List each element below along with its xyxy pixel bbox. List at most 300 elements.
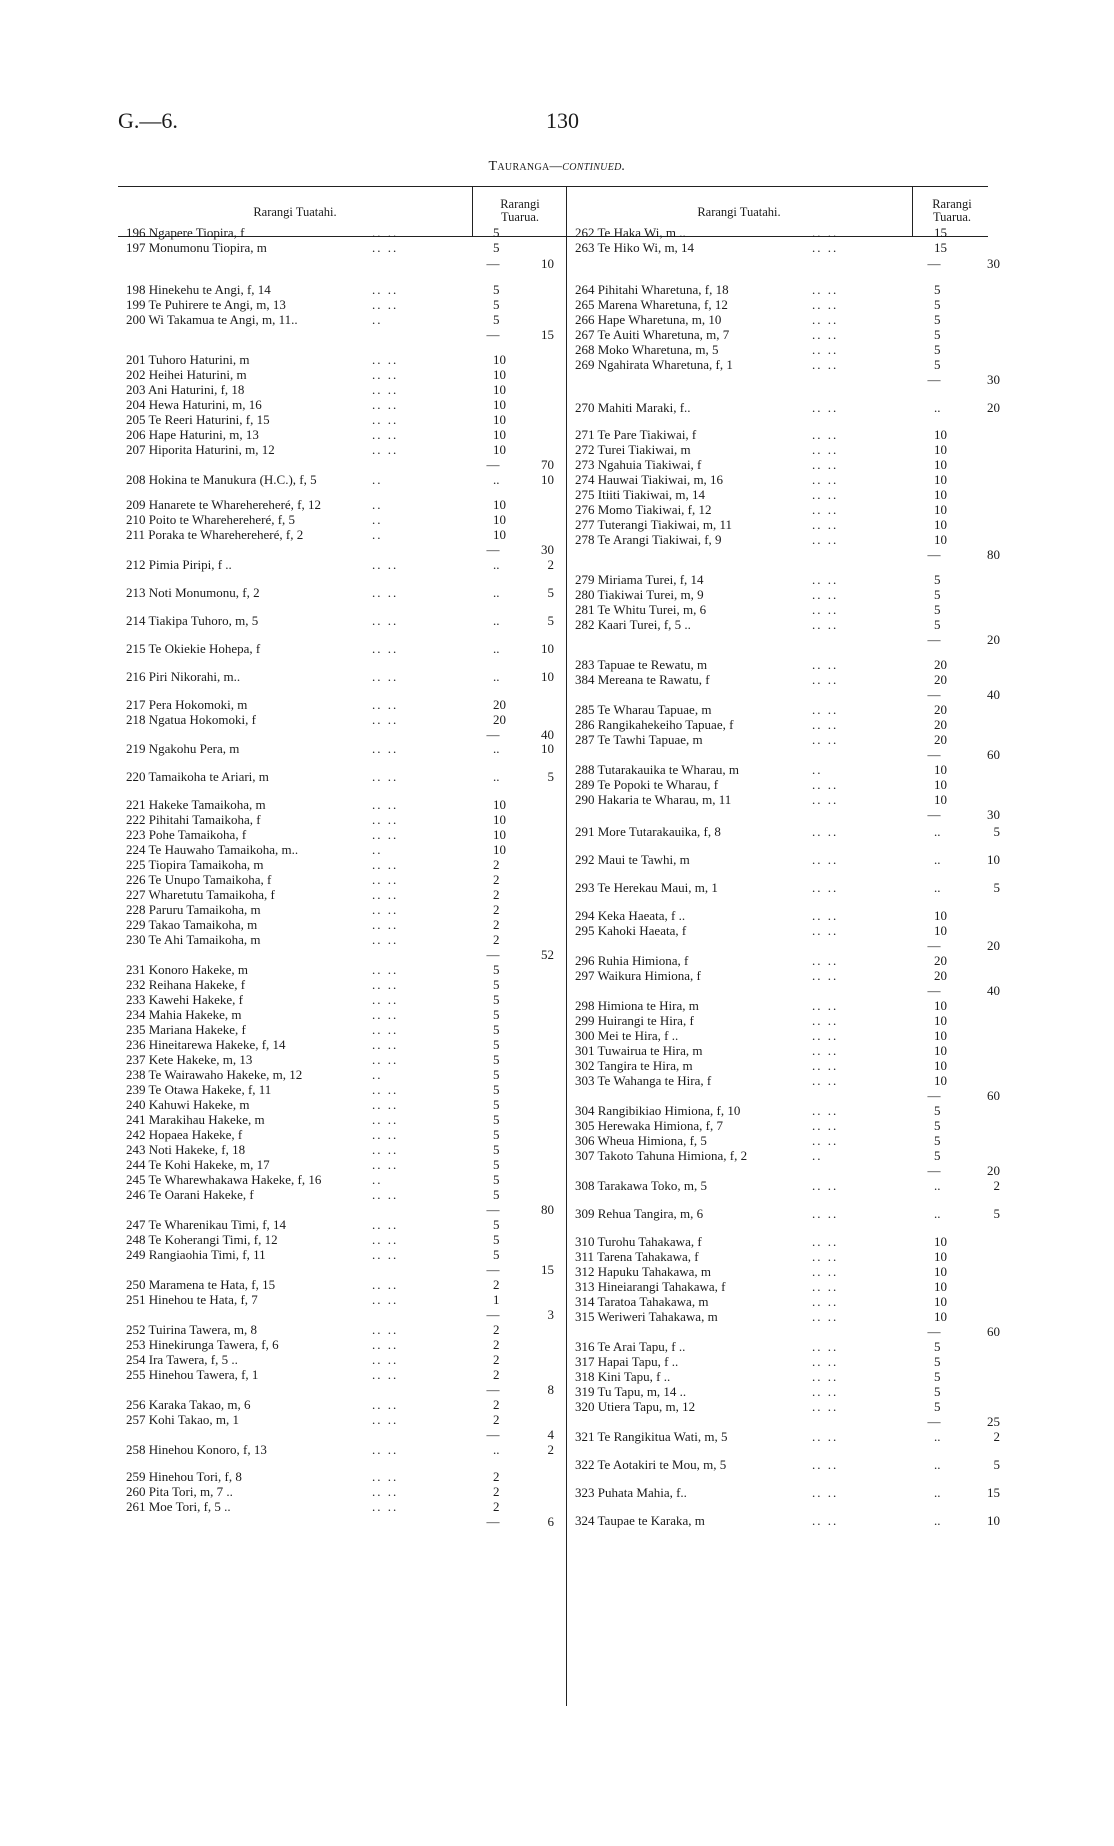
leader-dots: .. .. xyxy=(372,352,399,367)
leader-dots: .. .. xyxy=(372,1142,399,1157)
subtotal-dash: — xyxy=(927,1088,941,1103)
table-row xyxy=(0,697,1114,712)
table-row xyxy=(0,1264,1114,1279)
person-entry: 301 Tuwairua te Hira, m xyxy=(575,1043,703,1058)
person-entry: 215 Te Okiekie Hohepa, f xyxy=(126,641,261,656)
person-entry: 254 Ira Tawera, f, 5 .. xyxy=(126,1352,238,1367)
subtotal-row xyxy=(0,1382,1114,1397)
subtotal-row xyxy=(0,1202,1114,1217)
table-row xyxy=(0,968,1114,983)
person-entry: 298 Himiona te Hira, m xyxy=(575,998,699,1013)
leader-dots: .. .. xyxy=(812,617,839,632)
leader-dots: .. .. xyxy=(372,992,399,1007)
share-value: 10 xyxy=(934,1073,947,1088)
person-entry: 289 Te Popoki te Wharau, f xyxy=(575,777,719,792)
share-value: 10 xyxy=(934,427,947,442)
person-entry: 239 Te Otawa Hakeke, f, 11 xyxy=(126,1082,272,1097)
share-value: 5 xyxy=(493,225,500,240)
share-value: 10 xyxy=(934,1013,947,1028)
table-row xyxy=(0,769,1114,784)
table-row xyxy=(0,1457,1114,1472)
share-total: 52 xyxy=(541,947,554,962)
leader-dots: .. .. xyxy=(812,312,839,327)
share-value: 20 xyxy=(934,717,947,732)
table-row xyxy=(0,1339,1114,1354)
leader-dots: .. .. xyxy=(812,282,839,297)
person-entry: 280 Tiakiwai Turei, m, 9 xyxy=(575,587,704,602)
share-value: 5 xyxy=(934,1133,941,1148)
person-entry: 321 Te Rangikitua Wati, m, 5 xyxy=(575,1429,728,1444)
share-value: 5 xyxy=(493,282,500,297)
leader-dots: .. .. xyxy=(372,827,399,842)
person-entry: 283 Tapuae te Rewatu, m xyxy=(575,657,708,672)
share-value: 5 xyxy=(934,1384,941,1399)
share-value: 10 xyxy=(934,1309,947,1324)
share-value: 10 xyxy=(493,382,506,397)
subtotal-row xyxy=(0,983,1114,998)
share-total: 60 xyxy=(987,1088,1000,1103)
share-total: 2 xyxy=(993,1429,1000,1444)
table-row xyxy=(0,427,1114,442)
table-row xyxy=(0,1397,1114,1412)
subtotal-row xyxy=(0,947,1114,962)
person-entry: 265 Marena Wharetuna, f, 12 xyxy=(575,297,728,312)
leader-dots: .. .. xyxy=(812,427,839,442)
leader-dots: .. .. xyxy=(372,902,399,917)
table-row xyxy=(0,732,1114,747)
person-entry: 319 Tu Tapu, m, 14 .. xyxy=(575,1384,687,1399)
table-row xyxy=(0,587,1114,602)
share-total: 30 xyxy=(987,372,1000,387)
table-row xyxy=(0,367,1114,382)
person-entry: 384 Mereana te Rawatu, f xyxy=(575,672,710,687)
person-entry: 291 More Tutarakauika, f, 8 xyxy=(575,824,721,839)
person-entry: 253 Hinekirunga Tawera, f, 6 xyxy=(126,1337,279,1352)
leader-dots: .. .. xyxy=(812,953,839,968)
table-row xyxy=(0,1399,1114,1414)
share-total: 8 xyxy=(547,1382,554,1397)
share-value: 5 xyxy=(493,1157,500,1172)
person-entry: 211 Poraka te Wharehereheré, f, 2 xyxy=(126,527,304,542)
table-row xyxy=(0,225,1114,240)
share-value: 5 xyxy=(493,240,500,255)
leader-dots: .. .. xyxy=(812,357,839,372)
share-value: .. xyxy=(934,400,941,415)
table-row xyxy=(0,1052,1114,1067)
person-entry: 236 Hineitarewa Hakeke, f, 14 xyxy=(126,1037,286,1052)
share-value: 10 xyxy=(934,777,947,792)
share-total: 3 xyxy=(547,1307,554,1322)
table-row xyxy=(0,1499,1114,1514)
table-row xyxy=(0,917,1114,932)
person-entry: 251 Hinehou te Hata, f, 7 xyxy=(126,1292,258,1307)
share-total: 10 xyxy=(541,641,554,656)
table-row xyxy=(0,1442,1114,1457)
person-entry: 292 Maui te Tawhi, m xyxy=(575,852,690,867)
share-value: 20 xyxy=(934,657,947,672)
subtotal-row xyxy=(0,1088,1114,1103)
leader-dots: .. .. xyxy=(812,240,839,255)
person-entry: 297 Waikura Himiona, f xyxy=(575,968,701,983)
subtotal-row xyxy=(0,727,1114,742)
share-value: 15 xyxy=(934,225,947,240)
leader-dots: .. .. xyxy=(812,472,839,487)
share-total: 5 xyxy=(547,585,554,600)
table-row xyxy=(0,502,1114,517)
leader-dots: .. .. xyxy=(812,400,839,415)
person-entry: 242 Hopaea Hakeke, f xyxy=(126,1127,243,1142)
share-value: .. xyxy=(934,1429,941,1444)
leader-dots: .. .. xyxy=(812,502,839,517)
leader-dots: .. .. xyxy=(812,1457,839,1472)
share-value: 10 xyxy=(934,1058,947,1073)
table-row xyxy=(0,953,1114,968)
person-entry: 218 Ngatua Hokomoki, f xyxy=(126,712,256,727)
share-value: 2 xyxy=(493,932,500,947)
share-value: 5 xyxy=(493,1052,500,1067)
share-value: 5 xyxy=(934,1103,941,1118)
leader-dots: .. .. xyxy=(812,532,839,547)
subtotal-dash: — xyxy=(486,947,500,962)
leader-dots: .. .. xyxy=(812,1369,839,1384)
right2-header-line2: Tuarua. xyxy=(932,210,972,224)
share-total: 15 xyxy=(541,1262,554,1277)
person-entry: 286 Rangikahekeiho Tapuae, f xyxy=(575,717,734,732)
leader-dots: .. .. xyxy=(812,1309,839,1324)
share-value: 10 xyxy=(934,923,947,938)
table-row xyxy=(0,1337,1114,1352)
leader-dots: .. .. xyxy=(812,1294,839,1309)
leader-dots: .. .. xyxy=(372,1397,399,1412)
subtotal-row xyxy=(0,807,1114,822)
subtotal-dash: — xyxy=(927,983,941,998)
leader-dots: .. .. xyxy=(372,641,399,656)
leader-dots: .. .. xyxy=(372,1292,399,1307)
share-value: 20 xyxy=(934,702,947,717)
share-total: 10 xyxy=(987,852,1000,867)
share-total: 10 xyxy=(987,1513,1000,1528)
table-row xyxy=(0,824,1114,839)
share-total: 60 xyxy=(987,1324,1000,1339)
table-row xyxy=(0,382,1114,397)
table-row xyxy=(0,1112,1114,1127)
subtotal-dash: — xyxy=(486,1262,500,1277)
person-entry: 275 Itiiti Tiakiwai, m, 14 xyxy=(575,487,706,502)
table-row xyxy=(0,1082,1114,1097)
person-entry: 307 Takoto Tahuna Himiona, f, 2 xyxy=(575,1148,748,1163)
table-row xyxy=(0,1247,1114,1262)
share-value: 5 xyxy=(934,1354,941,1369)
table-row xyxy=(0,1067,1114,1082)
leader-dots: .. .. xyxy=(372,1232,399,1247)
table-row xyxy=(0,527,1114,542)
table-row xyxy=(0,1028,1114,1043)
table-row xyxy=(0,908,1114,923)
subtotal-dash: — xyxy=(486,1307,500,1322)
table-row xyxy=(0,512,1114,527)
person-entry: 230 Te Ahi Tamaikoha, m xyxy=(126,932,261,947)
subtotal-dash: — xyxy=(486,727,500,742)
table-row xyxy=(0,352,1114,367)
table-row xyxy=(0,613,1114,628)
leader-dots: .. .. xyxy=(372,240,399,255)
leader-dots: .. .. xyxy=(372,669,399,684)
share-value: 10 xyxy=(934,1028,947,1043)
person-entry: 229 Takao Tamaikoha, m xyxy=(126,917,258,932)
share-value: .. xyxy=(493,585,500,600)
person-entry: 246 Te Oarani Hakeke, f xyxy=(126,1187,254,1202)
leader-dots: .. .. xyxy=(372,382,399,397)
person-entry: 285 Te Wharau Tapuae, m xyxy=(575,702,712,717)
table-row xyxy=(0,1007,1114,1022)
table-row xyxy=(0,457,1114,472)
share-value: 10 xyxy=(934,1249,947,1264)
person-entry: 279 Miriama Turei, f, 14 xyxy=(575,572,704,587)
leader-dots: .. .. xyxy=(372,1007,399,1022)
table-row xyxy=(0,412,1114,427)
person-entry: 318 Kini Tapu, f .. xyxy=(575,1369,671,1384)
leader-dots: .. .. xyxy=(812,1234,839,1249)
share-total: 6 xyxy=(547,1514,554,1529)
leader-dots: .. .. xyxy=(372,557,399,572)
person-entry: 303 Te Wahanga te Hira, f xyxy=(575,1073,712,1088)
subtotal-row xyxy=(0,747,1114,762)
leader-dots: .. .. xyxy=(812,1206,839,1221)
share-value: 2 xyxy=(493,917,500,932)
share-value: 5 xyxy=(934,1118,941,1133)
document-code: G.—6. xyxy=(118,108,178,133)
person-entry: 277 Tuterangi Tiakiwai, m, 11 xyxy=(575,517,732,532)
leader-dots: .. .. xyxy=(372,917,399,932)
leader-dots: .. .. xyxy=(372,412,399,427)
leader-dots: .. .. xyxy=(812,923,839,938)
leader-dots: .. .. xyxy=(812,792,839,807)
leader-dots: .. .. xyxy=(812,1513,839,1528)
table-row xyxy=(0,672,1114,687)
table-row xyxy=(0,517,1114,532)
leader-dots: .. xyxy=(372,527,383,542)
share-value: 5 xyxy=(493,992,500,1007)
table-row xyxy=(0,880,1114,895)
leader-dots: .. .. xyxy=(812,1103,839,1118)
share-total: 10 xyxy=(541,669,554,684)
share-value: 10 xyxy=(934,532,947,547)
person-entry: 201 Tuhoro Haturini, m xyxy=(126,352,250,367)
share-total: 40 xyxy=(987,983,1000,998)
header-bottom-rule xyxy=(118,236,988,237)
subtotal-row xyxy=(0,1514,1114,1529)
person-entry: 231 Konoro Hakeke, m xyxy=(126,962,249,977)
person-entry: 226 Te Unupo Tamaikoha, f xyxy=(126,872,272,887)
table-row xyxy=(0,923,1114,938)
table-row xyxy=(0,1322,1114,1337)
table-row xyxy=(0,327,1114,342)
subtotal-dash: — xyxy=(927,256,941,271)
person-entry: 206 Hape Haturini, m, 13 xyxy=(126,427,259,442)
share-value: 5 xyxy=(493,1082,500,1097)
share-value: 10 xyxy=(934,517,947,532)
person-entry: 203 Ani Haturini, f, 18 xyxy=(126,382,245,397)
share-value: 5 xyxy=(934,1339,941,1354)
share-total: 60 xyxy=(987,747,1000,762)
table-row xyxy=(0,1103,1114,1118)
leader-dots: .. .. xyxy=(812,225,839,240)
subtotal-dash: — xyxy=(486,457,500,472)
share-value: .. xyxy=(493,641,500,656)
person-entry: 281 Te Whitu Turei, m, 6 xyxy=(575,602,707,617)
person-entry: 207 Hiporita Haturini, m, 12 xyxy=(126,442,275,457)
leader-dots: .. .. xyxy=(812,1429,839,1444)
share-value: 5 xyxy=(493,1127,500,1142)
share-value: 10 xyxy=(934,792,947,807)
mid-header-line2: Tuarua. xyxy=(500,210,540,224)
table-row xyxy=(0,842,1114,857)
share-value: 20 xyxy=(934,732,947,747)
share-value: 5 xyxy=(934,587,941,602)
share-value: 10 xyxy=(493,412,506,427)
table-row xyxy=(0,1249,1114,1264)
leader-dots: .. .. xyxy=(372,442,399,457)
leader-dots: .. .. xyxy=(372,367,399,382)
person-entry: 273 Ngahuia Tiakiwai, f xyxy=(575,457,702,472)
leader-dots: .. xyxy=(372,497,383,512)
person-entry: 288 Tutarakauika te Wharau, m xyxy=(575,762,740,777)
mid-column-header xyxy=(474,198,566,224)
share-value: 5 xyxy=(493,1097,500,1112)
table-row xyxy=(0,741,1114,756)
share-value: 5 xyxy=(493,1037,500,1052)
leader-dots: .. .. xyxy=(372,613,399,628)
leader-dots: .. .. xyxy=(812,342,839,357)
subtotal-row xyxy=(0,372,1114,387)
table-row xyxy=(0,400,1114,415)
share-value: 1 xyxy=(493,1292,500,1307)
table-row xyxy=(0,702,1114,717)
leader-dots: .. .. xyxy=(812,1133,839,1148)
person-entry: 256 Karaka Takao, m, 6 xyxy=(126,1397,251,1412)
table-row xyxy=(0,992,1114,1007)
leader-dots: .. .. xyxy=(372,297,399,312)
table-row xyxy=(0,1234,1114,1249)
person-entry: 228 Paruru Tamaikoha, m xyxy=(126,902,261,917)
share-value: 2 xyxy=(493,1367,500,1382)
leader-dots: .. .. xyxy=(812,1178,839,1193)
leader-dots: .. .. xyxy=(812,1058,839,1073)
share-value: 5 xyxy=(934,1369,941,1384)
table-row xyxy=(0,1232,1114,1247)
table-row xyxy=(0,312,1114,327)
table-row xyxy=(0,1043,1114,1058)
share-value: .. xyxy=(934,880,941,895)
leader-dots: .. .. xyxy=(372,697,399,712)
share-value: .. xyxy=(493,769,500,784)
share-value: 10 xyxy=(493,812,506,827)
table-row xyxy=(0,777,1114,792)
person-entry: 290 Hakaria te Wharau, m, 11 xyxy=(575,792,732,807)
share-value: 15 xyxy=(934,240,947,255)
leader-dots: .. .. xyxy=(372,1097,399,1112)
person-entry: 322 Te Aotakiri te Mou, m, 5 xyxy=(575,1457,727,1472)
table-row xyxy=(0,1367,1114,1382)
person-entry: 282 Kaari Turei, f, 5 .. xyxy=(575,617,691,632)
person-entry: 221 Hakeke Tamaikoha, m xyxy=(126,797,266,812)
leader-dots: .. .. xyxy=(812,717,839,732)
leader-dots: .. .. xyxy=(372,1187,399,1202)
leader-dots: .. .. xyxy=(372,887,399,902)
person-entry: 317 Hapai Tapu, f .. xyxy=(575,1354,679,1369)
subtotal-row xyxy=(0,256,1114,271)
leader-dots: .. .. xyxy=(812,824,839,839)
share-value: 5 xyxy=(493,1187,500,1202)
table-row xyxy=(0,641,1114,656)
leader-dots: .. .. xyxy=(812,702,839,717)
leader-dots: .. .. xyxy=(372,1337,399,1352)
table-row xyxy=(0,1279,1114,1294)
table-row xyxy=(0,240,1114,255)
subtotal-row xyxy=(0,938,1114,953)
leader-dots: .. .. xyxy=(812,657,839,672)
leader-dots: .. .. xyxy=(812,1384,839,1399)
table-row xyxy=(0,1294,1114,1309)
table-row xyxy=(0,857,1114,872)
leader-dots: .. xyxy=(812,1148,823,1163)
table-row xyxy=(0,887,1114,902)
share-value: .. xyxy=(934,1206,941,1221)
share-value: .. xyxy=(493,472,500,487)
person-entry: 261 Moe Tori, f, 5 .. xyxy=(126,1499,231,1514)
table-row xyxy=(0,1354,1114,1369)
subtotal-row xyxy=(0,1427,1114,1442)
leader-dots: .. .. xyxy=(372,1367,399,1382)
share-value: .. xyxy=(493,1442,500,1457)
share-value: 2 xyxy=(493,1352,500,1367)
share-value: 5 xyxy=(493,1112,500,1127)
share-value: 5 xyxy=(493,1067,500,1082)
table-row xyxy=(0,762,1114,777)
leader-dots: .. .. xyxy=(372,585,399,600)
leader-dots: .. .. xyxy=(812,517,839,532)
table-row xyxy=(0,472,1114,487)
right-column-header: Rarangi Tuatahi. xyxy=(697,205,781,219)
leader-dots: .. .. xyxy=(812,487,839,502)
share-total: 20 xyxy=(987,400,1000,415)
person-entry: 241 Marakihau Hakeke, m xyxy=(126,1112,265,1127)
share-value: 10 xyxy=(493,827,506,842)
person-entry: 306 Wheua Himiona, f, 5 xyxy=(575,1133,707,1148)
share-value: 10 xyxy=(934,1279,947,1294)
table-row xyxy=(0,532,1114,547)
person-entry: 222 Pihitahi Tamaikoha, f xyxy=(126,812,261,827)
share-total: 5 xyxy=(993,1457,1000,1472)
leader-dots: .. .. xyxy=(812,968,839,983)
leader-dots: .. .. xyxy=(372,1499,399,1514)
leader-dots: .. .. xyxy=(372,1052,399,1067)
table-row xyxy=(0,872,1114,887)
table-row xyxy=(0,427,1114,442)
table-row xyxy=(0,572,1114,587)
table-row xyxy=(0,1187,1114,1202)
share-total: 80 xyxy=(541,1202,554,1217)
table-row xyxy=(0,977,1114,992)
share-value: .. xyxy=(493,557,500,572)
share-value: 10 xyxy=(934,442,947,457)
share-value: 2 xyxy=(493,1484,500,1499)
leader-dots: .. .. xyxy=(812,1485,839,1500)
person-entry: 264 Pihitahi Wharetuna, f, 18 xyxy=(575,282,729,297)
leader-dots: .. .. xyxy=(812,908,839,923)
share-value: 2 xyxy=(493,1277,500,1292)
share-total: 2 xyxy=(547,1442,554,1457)
